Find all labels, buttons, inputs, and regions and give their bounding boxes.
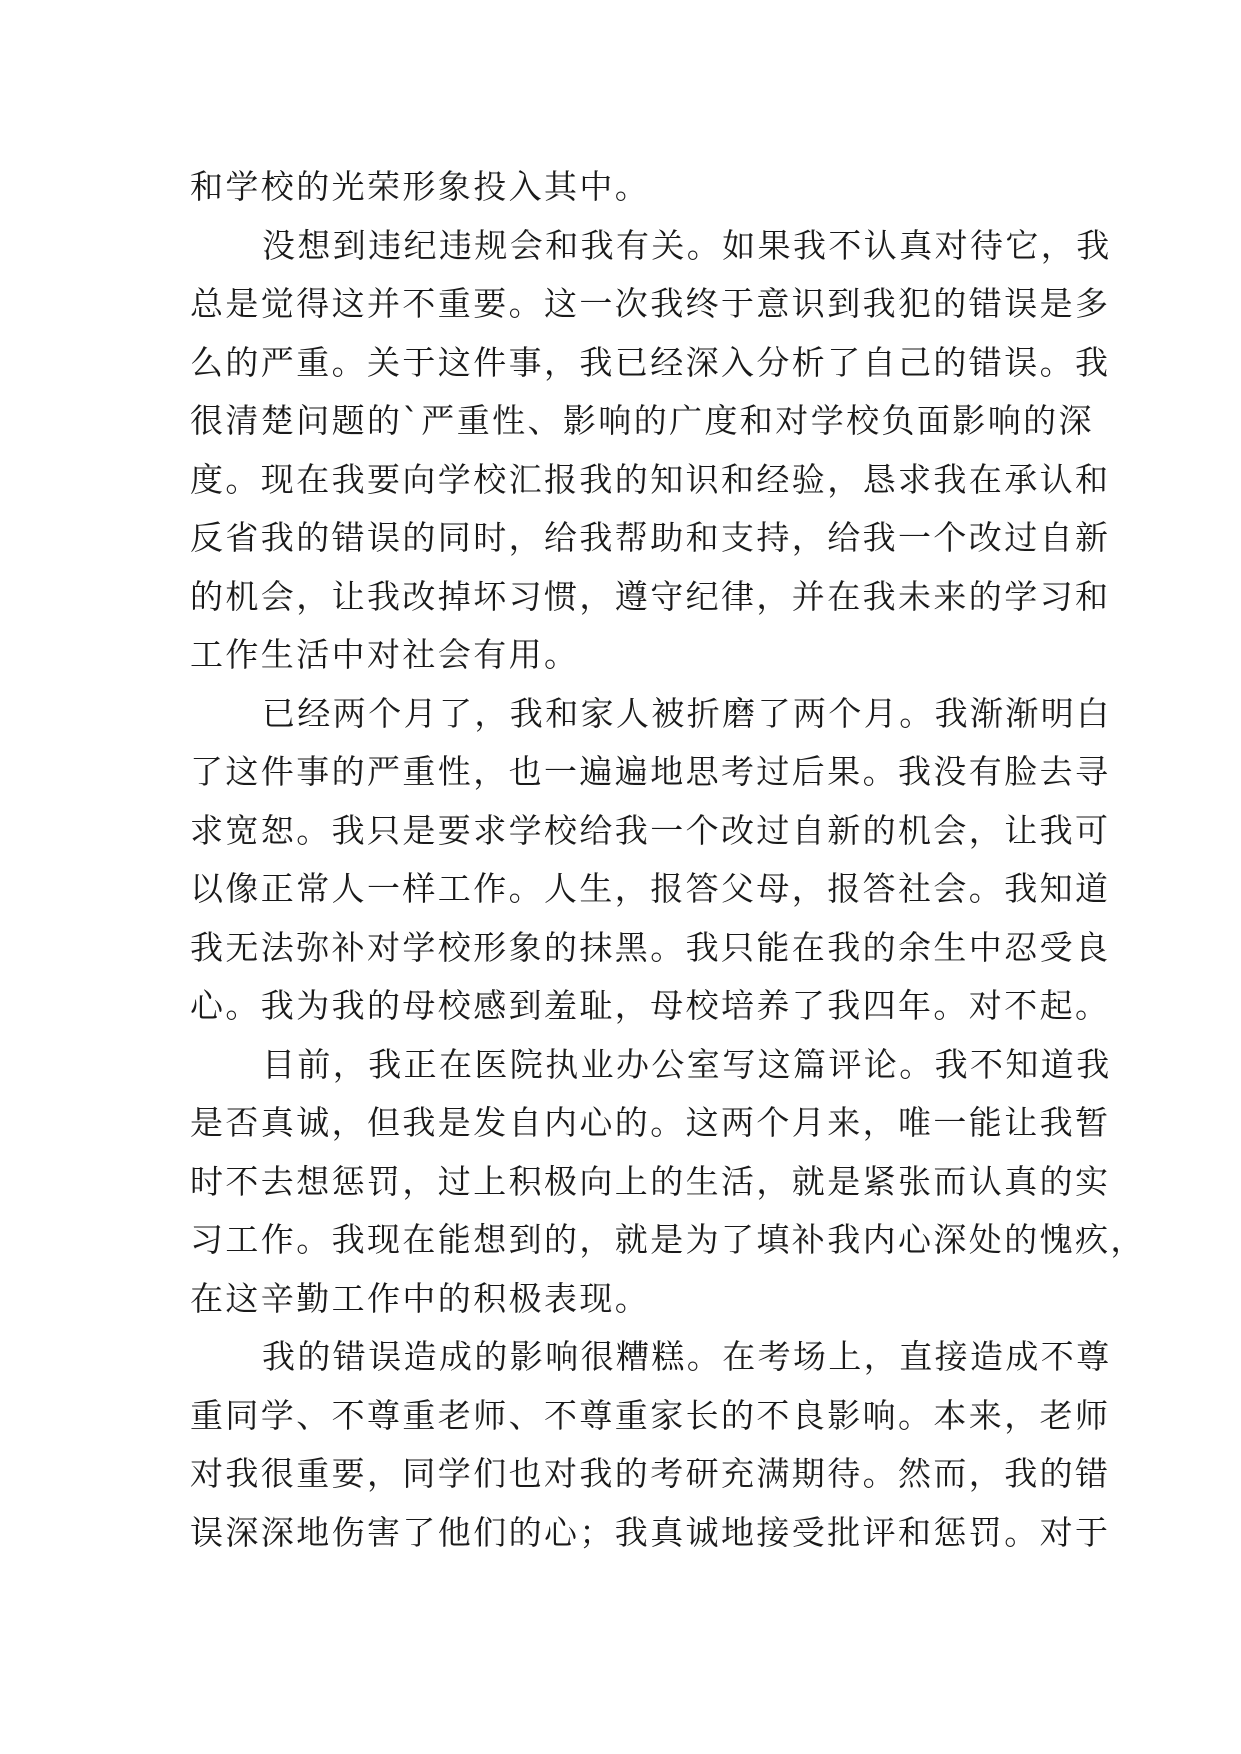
text-line: 了这件事的严重性，也一遍遍地思考过后果。我没有脸去寻 xyxy=(190,752,1111,791)
text-line: 在这辛勤工作中的积极表现。 xyxy=(190,1278,651,1318)
text-line: 时不去想惩罚，过上积极向上的生活，就是紧张而认真的实 xyxy=(190,1161,1111,1201)
text-line: 么的严重。关于这件事，我已经深入分析了自己的错误。我 xyxy=(190,342,1111,382)
text-line: 对我很重要，同学们也对我的考研充满期待。然而，我的错 xyxy=(190,1454,1111,1493)
text-line: 以像正常人一样工作。人生，报答父母，报答社会。我知道 xyxy=(190,869,1111,908)
text-line: 总是觉得这并不重要。这一次我终于意识到我犯的错误是多 xyxy=(190,284,1111,323)
text-line: 重同学、不尊重老师、不尊重家长的不良影响。本来，老师 xyxy=(190,1395,1111,1435)
text-line: 很清楚问题的`严重性、影响的广度和对学校负面影响的深 xyxy=(190,401,1094,440)
paragraph-first-line: 已经两个月了，我和家人被折磨了两个月。我渐渐明白 xyxy=(262,693,1112,733)
text-line: 工作生活中对社会有用。 xyxy=(190,635,580,674)
text-line: 是否真诚，但我是发自内心的。这两个月来，唯一能让我暂 xyxy=(190,1103,1111,1142)
text-line: 度。现在我要向学校汇报我的知识和经验，恳求我在承认和 xyxy=(190,459,1111,499)
text-line: 心。我为我的母校感到羞耻，母校培养了我四年。对不起。 xyxy=(190,986,1111,1025)
text-line: 求宽恕。我只是要求学校给我一个改过自新的机会，让我可 xyxy=(190,810,1111,850)
text-line: 的机会，让我改掉坏习惯，遵守纪律，并在我未来的学习和 xyxy=(190,576,1111,616)
body-text xyxy=(190,158,1146,1562)
paragraph-first-line: 没想到违纪违规会和我有关。如果我不认真对待它，我 xyxy=(262,225,1112,265)
text-line: 误深深地伤害了他们的心；我真诚地接受批评和惩罚。对于 xyxy=(190,1512,1111,1552)
text-line: 习工作。我现在能想到的，就是为了填补我内心深处的愧疚， xyxy=(190,1220,1146,1259)
paragraph-first-line: 目前，我正在医院执业办公室写这篇评论。我不知道我 xyxy=(262,1044,1112,1084)
paragraph-first-line: 我的错误造成的影响很糟糕。在考场上，直接造成不尊 xyxy=(262,1337,1112,1376)
text-line: 和学校的光荣形象投入其中。 xyxy=(190,167,651,206)
text-line: 我无法弥补对学校形象的抹黑。我只能在我的余生中忍受良 xyxy=(190,927,1111,967)
text-line: 反省我的错误的同时，给我帮助和支持，给我一个改过自新 xyxy=(190,518,1111,557)
